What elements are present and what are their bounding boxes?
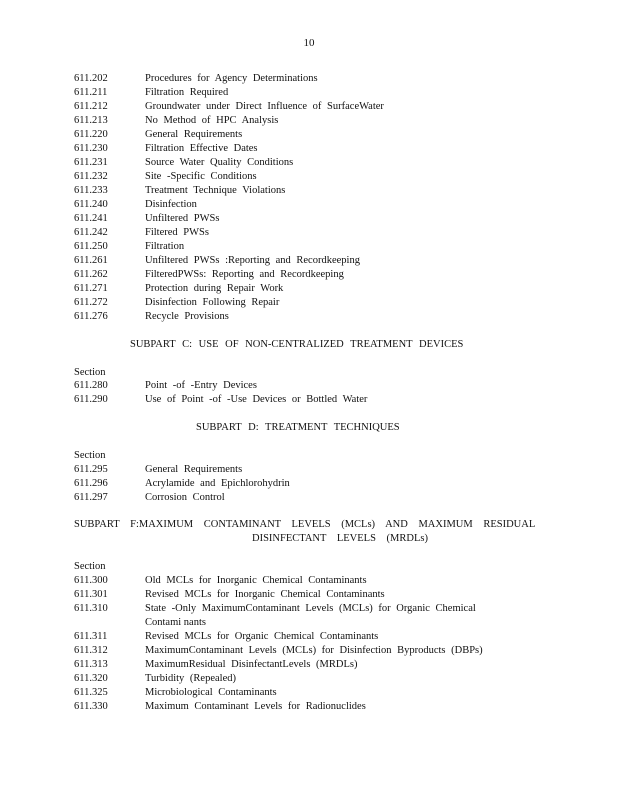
section-number: 611.231 [74, 157, 108, 168]
section-number: 611.296 [74, 478, 108, 489]
section-number: 611.301 [74, 589, 108, 600]
toc-row [74, 198, 197, 212]
section-title: Procedures for Agency Determinations [145, 73, 318, 84]
section-number: 611.250 [74, 241, 108, 252]
section-title: State -Only MaximumContaminant Levels (MCLs) for Organic Chemical [145, 603, 476, 614]
toc-row [74, 310, 229, 324]
section-number: 611.233 [74, 185, 108, 196]
section-title: Filtered PWSs [145, 227, 209, 238]
toc-row [74, 240, 184, 254]
toc-row [74, 86, 228, 100]
toc-row [74, 630, 378, 644]
toc-row [74, 700, 366, 714]
section-title: No Method of HPC Analysis [145, 115, 279, 126]
section-title: Microbiological Contaminants [145, 687, 277, 698]
section-number: 611.262 [74, 269, 108, 280]
section-number: 611.232 [74, 171, 108, 182]
section-number: 611.241 [74, 213, 108, 224]
section-title: MaximumResidual DisinfectantLevels (MRDLs) [145, 659, 358, 670]
toc-row [74, 268, 344, 282]
section-title: Filtration Required [145, 87, 229, 98]
toc-row [74, 100, 384, 114]
toc-row [74, 128, 242, 142]
section-title: Protection during Repair Work [145, 283, 284, 294]
section-title: Maximum Contaminant Levels for Radionuclides [145, 701, 366, 712]
toc-row [74, 142, 258, 156]
toc-row [74, 658, 357, 672]
toc-row [74, 226, 209, 240]
section-title-continuation: Contami nants [145, 617, 206, 628]
section-title: Use of Point -of -Use Devices or Bottled Water [145, 394, 368, 405]
subpart-f-heading-line1: SUBPART F:MAXIMUM CONTAMINANT LEVELS (MCLs) AND MAXIMUM RESIDUAL [74, 519, 536, 530]
section-number: 611.276 [74, 311, 108, 322]
toc-row [74, 644, 483, 658]
toc-row [74, 254, 360, 268]
section-title: Unfiltered PWSs [145, 213, 220, 224]
section-title: Old MCLs for Inorganic Chemical Contaminants [145, 575, 367, 586]
section-title: Groundwater under Direct Influence of SurfaceWater [145, 101, 384, 112]
section-title: Unfiltered PWSs :Reporting and Recordkeeping [145, 255, 360, 266]
toc-row [74, 588, 385, 602]
toc-row [74, 72, 318, 86]
section-label: Section [74, 450, 106, 461]
section-number: 611.310 [74, 603, 108, 614]
section-number: 611.213 [74, 115, 108, 126]
section-title: Revised MCLs for Inorganic Chemical Contaminants [145, 589, 385, 600]
section-number: 611.311 [74, 631, 108, 642]
section-number: 611.220 [74, 129, 108, 140]
page-number: 10 [303, 37, 315, 49]
section-number: 611.320 [74, 673, 108, 684]
section-number: 611.212 [74, 101, 108, 112]
section-number: 611.313 [74, 659, 108, 670]
section-title: Revised MCLs for Organic Chemical Contaminants [145, 631, 379, 642]
section-title: MaximumContaminant Levels (MCLs) for Disinfection Byproducts (DBPs) [145, 645, 483, 656]
section-title: Turbidity (Repealed) [145, 673, 236, 684]
toc-row [74, 574, 367, 588]
section-title: FilteredPWSs: Reporting and Recordkeeping [145, 269, 344, 280]
toc-row [74, 212, 219, 226]
section-number: 611.290 [74, 394, 108, 405]
section-number: 611.297 [74, 492, 108, 503]
section-number: 611.312 [74, 645, 108, 656]
toc-row [74, 170, 257, 184]
toc-row [74, 379, 257, 393]
section-number: 611.202 [74, 73, 108, 84]
section-title: Site -Specific Conditions [145, 171, 257, 182]
section-title: Filtration Effective Dates [145, 143, 258, 154]
section-title: Disinfection [145, 199, 197, 210]
subpart-c-heading: SUBPART C: USE OF NON-CENTRALIZED TREATMENT DEVICES [130, 339, 464, 350]
section-number: 611.211 [74, 87, 108, 98]
toc-row [74, 114, 278, 128]
toc-row [74, 602, 476, 616]
section-title: Corrosion Control [145, 492, 225, 503]
section-title: General Requirements [145, 129, 243, 140]
section-number: 611.261 [74, 255, 108, 266]
section-number: 611.240 [74, 199, 108, 210]
section-number: 611.295 [74, 464, 108, 475]
toc-row [74, 491, 225, 505]
section-title: Point -of -Entry Devices [145, 380, 257, 391]
toc-row [74, 686, 277, 700]
toc-row [74, 477, 290, 491]
section-number: 611.300 [74, 575, 108, 586]
section-number: 611.330 [74, 701, 108, 712]
toc-row [74, 184, 285, 198]
toc-row [74, 296, 279, 310]
section-title: Source Water Quality Conditions [145, 157, 294, 168]
section-number: 611.271 [74, 283, 108, 294]
subpart-d-heading: SUBPART D: TREATMENT TECHNIQUES [196, 422, 400, 433]
toc-row [74, 156, 293, 170]
section-title: General Requirements [145, 464, 243, 475]
section-number: 611.325 [74, 687, 108, 698]
section-title: Recycle Provisions [145, 311, 229, 322]
section-title: Disinfection Following Repair [145, 297, 280, 308]
section-number: 611.242 [74, 227, 108, 238]
toc-row [74, 672, 236, 686]
section-number: 611.280 [74, 380, 108, 391]
section-label: Section [74, 561, 106, 572]
section-title: Acrylamide and Epichlorohydrin [145, 478, 290, 489]
section-number: 611.230 [74, 143, 108, 154]
toc-row [74, 393, 367, 407]
toc-row [74, 463, 242, 477]
section-title: Filtration [145, 241, 185, 252]
section-number: 611.272 [74, 297, 108, 308]
subpart-f-heading-line2: DISINFECTANT LEVELS (MRDLs) [252, 533, 428, 544]
toc-row [74, 282, 283, 296]
section-title: Treatment Technique Violations [145, 185, 286, 196]
section-label: Section [74, 367, 106, 378]
